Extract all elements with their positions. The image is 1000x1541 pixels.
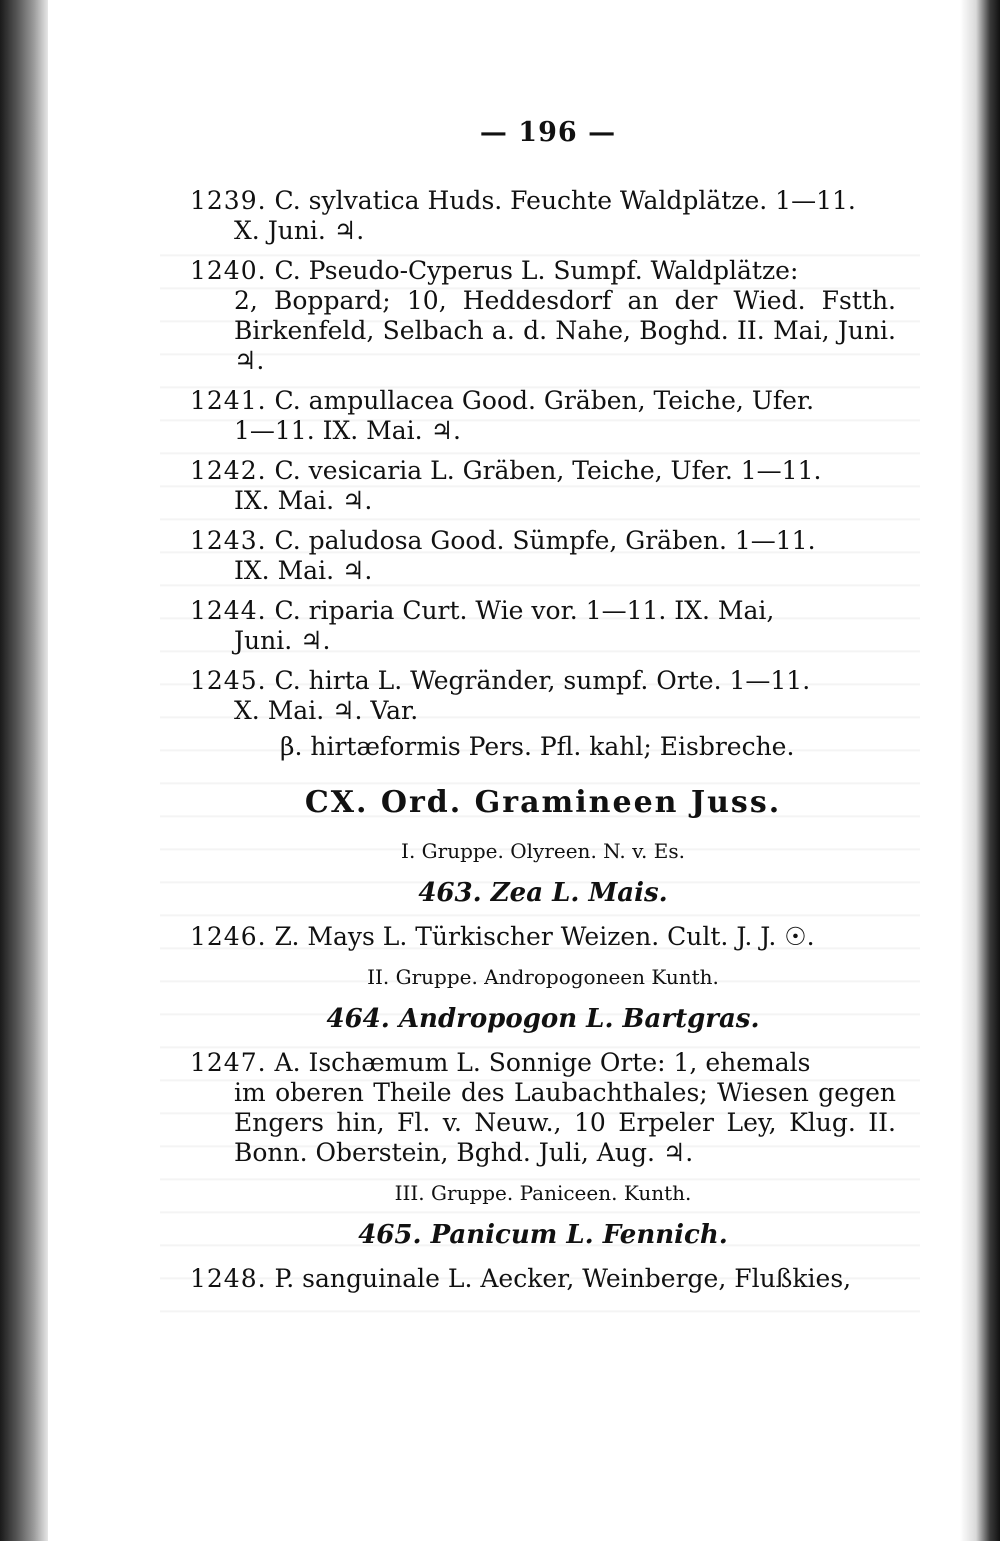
entry-1244 — [190, 596, 896, 656]
entry-number: 1240. — [190, 256, 267, 285]
entry-continuation: Juni. ♃. — [234, 626, 331, 655]
entry-number: 1243. — [190, 526, 267, 555]
page-edge — [960, 0, 1000, 1541]
entry-text: C. hirta L. Wegränder, sumpf. Orte. 1—11. — [274, 666, 811, 695]
genus-heading-464 — [190, 1004, 896, 1034]
entry-1248 — [190, 1264, 896, 1294]
entry-text: C. Pseudo-Cyperus L. Sumpf. Waldplätze: — [274, 256, 799, 285]
book-gutter — [0, 0, 48, 1541]
entry-1242 — [190, 456, 896, 516]
genus-title: 463. Zea L. Mais. — [418, 878, 668, 908]
entry-number: 1242. — [190, 456, 267, 485]
page-number: — 196 — — [479, 117, 617, 148]
entry-continuation: IX. Mai. ♃. — [234, 556, 373, 585]
entry-text: C. paludosa Good. Sümpfe, Gräben. 1—11. — [274, 526, 816, 555]
entry-continuation: IX. Mai. ♃. — [234, 486, 373, 515]
entry-text: C. vesicaria L. Gräben, Teiche, Ufer. 1—11. — [274, 456, 822, 485]
entry-text: Z. Mays L. Türkischer Weizen. Cult. J. J. ☉. — [274, 922, 815, 951]
entry-text: A. Ischæmum L. Sonnige Orte: 1, ehemals — [274, 1048, 811, 1077]
entry-text: C. riparia Curt. Wie vor. 1—11. IX. Mai, — [274, 596, 775, 625]
entry-continuation: im oberen Theile des Laubachthales; Wiesen gegen Engers hin, Fl. v. Neuw., 10 Erpeler Ley, Klug. II. Bonn. Oberstein, Bghd. Juli, Aug. ♃. — [234, 1078, 896, 1167]
entry-1243 — [190, 526, 896, 586]
entry-number: 1245. — [190, 666, 267, 695]
entry-number: 1247. — [190, 1048, 267, 1077]
entry-number: 1248. — [190, 1264, 267, 1293]
group-heading-3: III. Gruppe. Paniceen. Kunth. — [394, 1181, 692, 1205]
group-heading-1: I. Gruppe. Olyreen. N. v. Es. — [401, 839, 685, 863]
entry-1247 — [190, 1048, 896, 1168]
entry-number: 1246. — [190, 922, 267, 951]
entry-number: 1241. — [190, 386, 267, 415]
genus-title: 464. Andropogon L. Bartgras. — [326, 1004, 760, 1034]
genus-title: 465. Panicum L. Fennich. — [358, 1220, 728, 1250]
variety-line: β. hirtæformis Pers. Pfl. kahl; Eisbreche. — [280, 732, 795, 761]
entry-number: 1244. — [190, 596, 267, 625]
entry-text: C. ampullacea Good. Gräben, Teiche, Ufer. — [274, 386, 815, 415]
entry-continuation: 1—11. IX. Mai. ♃. — [234, 416, 461, 445]
entry-number: 1239. — [190, 186, 267, 215]
entry-continuation: X. Mai. ♃. Var. — [234, 696, 419, 725]
order-heading: CX. Ord. Gramineen Juss. — [304, 785, 782, 820]
entry-1246 — [190, 922, 896, 952]
page-text — [190, 118, 896, 1304]
entry-1241 — [190, 386, 896, 446]
entry-continuation: X. Juni. ♃. — [234, 216, 365, 245]
entry-continuation: 2, Boppard; 10, Heddesdorf an der Wied. Fstth. Birkenfeld, Selbach a. d. Nahe, Boghd. II. Mai, Juni. ♃. — [234, 286, 896, 375]
group-heading-2: II. Gruppe. Andropogoneen Kunth. — [367, 965, 719, 989]
entry-text: C. sylvatica Huds. Feuchte Waldplätze. 1—11. — [274, 186, 856, 215]
genus-heading-465 — [190, 1220, 896, 1250]
genus-heading-463 — [190, 878, 896, 908]
entry-1245 — [190, 666, 896, 726]
entry-text: P. sanguinale L. Aecker, Weinberge, Flußkies, — [274, 1264, 852, 1293]
entry-1239 — [190, 186, 896, 246]
entry-1240 — [190, 256, 896, 376]
